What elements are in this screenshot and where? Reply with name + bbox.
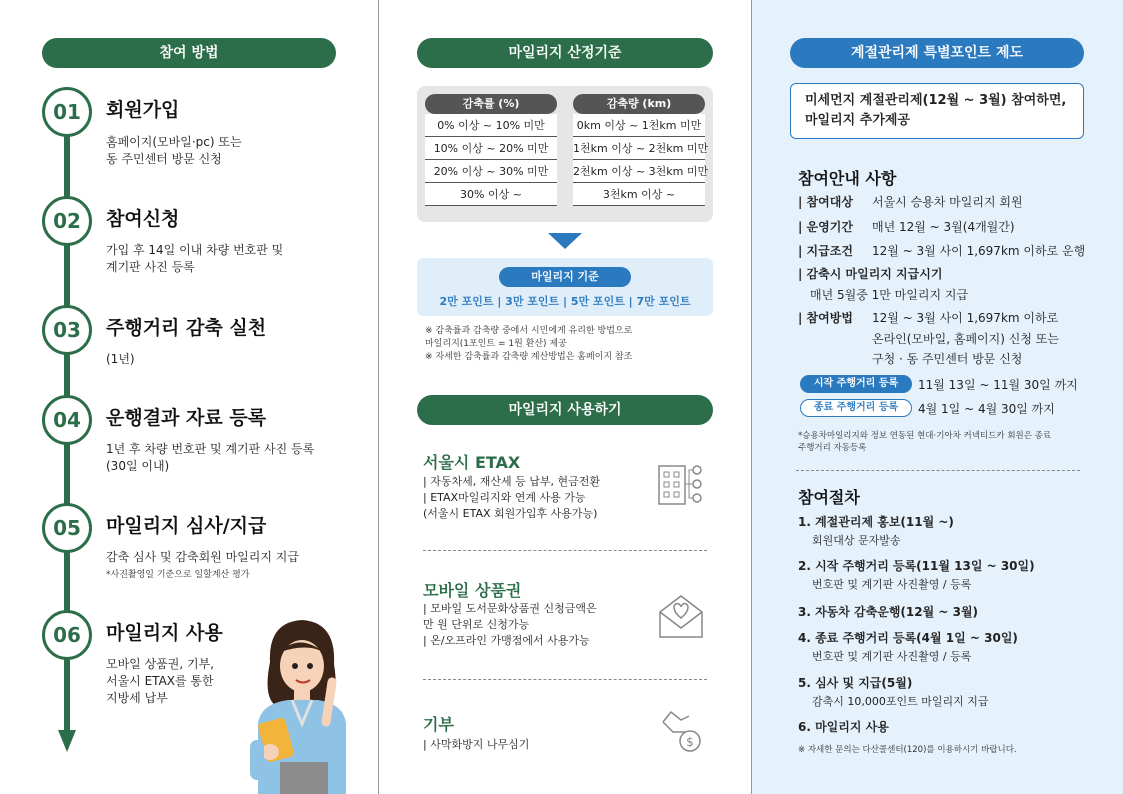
- timeline-arrow-icon: [58, 730, 76, 752]
- info-value: 매년 12월 ~ 3월(4개월간): [872, 220, 1015, 234]
- use-desc-mobile-voucher: | 모바일 도서문화상품권 신청금액은 만 원 단위로 신청가능 | 온/오프라인 가맹점에서 사용가능: [423, 602, 597, 647]
- table-cell: 0% 이상 ~ 10% 미만: [425, 114, 557, 137]
- info-key: | 참여대상: [798, 195, 853, 209]
- step-number: 02: [42, 196, 92, 246]
- reduction-amount-table: [573, 94, 709, 206]
- start-registration-date: 11월 13일 ~ 11월 30일 까지: [918, 378, 1078, 392]
- basis-label: 마일리지 기준: [499, 267, 631, 287]
- mileage-criteria-header: 마일리지 산정기준: [417, 38, 713, 68]
- use-title-etax: 서울시 ETAX: [423, 453, 521, 472]
- table-cell: 10% 이상 ~ 20% 미만: [425, 137, 557, 160]
- step-number: 06: [42, 610, 92, 660]
- step-title: 참여신청: [106, 208, 180, 230]
- mileage-basis-box: [417, 258, 713, 316]
- procedure-heading: 6. 마일리지 사용: [798, 720, 889, 734]
- info-row-pay-time: [798, 263, 942, 285]
- procedure-heading: 4. 종료 주행거리 등록(4월 1일 ~ 30일): [798, 631, 1018, 645]
- procedure-step: [798, 557, 1035, 592]
- donation-coin-icon: [659, 706, 705, 756]
- info-key: | 지급조건: [798, 244, 853, 258]
- use-desc-donation: | 사막화방지 나무심기: [423, 738, 530, 751]
- step-title: 마일리지 사용: [106, 622, 223, 644]
- procedure-step: [798, 718, 889, 735]
- svg-text:$: $: [686, 735, 694, 749]
- step-title: 회원가입: [106, 99, 180, 121]
- table-cell: 0km 이상 ~ 1천km 미만: [573, 114, 705, 137]
- step-number: 01: [42, 87, 92, 137]
- reduction-rate-table: [425, 94, 557, 206]
- procedure-step: [798, 603, 978, 620]
- procedure-step: [798, 674, 989, 709]
- info-row-method: [798, 307, 853, 329]
- heart-envelope-icon: [657, 590, 705, 640]
- procedure-title: 참여절차: [798, 488, 860, 507]
- info-value: 온라인(모바일, 홈페이지) 신청 또는: [872, 332, 1059, 346]
- seasonal-panel: [752, 0, 1123, 794]
- step-title: 운행결과 자료 등록: [106, 407, 267, 429]
- use-title-mobile-voucher: 모바일 상품권: [423, 581, 522, 600]
- step-number: 04: [42, 395, 92, 445]
- info-key: | 참여방법: [798, 311, 853, 325]
- step-desc: 모바일 상품권, 기부, 서울시 ETAX를 통한 지방세 납부: [106, 657, 214, 705]
- step-number: 03: [42, 305, 92, 355]
- info-value: 구청 · 동 주민센터 방문 신청: [872, 352, 1023, 366]
- divider: [423, 679, 707, 680]
- step-title: 마일리지 심사/지급: [106, 515, 267, 537]
- procedure-heading: 5. 심사 및 지급(5월): [798, 676, 913, 690]
- info-value: 12월 ~ 3월 사이 1,697km 이하로: [872, 311, 1059, 325]
- table-cell: 20% 이상 ~ 30% 미만: [425, 160, 557, 183]
- table-cell: 3천km 이상 ~: [573, 183, 705, 206]
- procedure-heading: 3. 자동차 감축운행(12월 ~ 3월): [798, 605, 979, 619]
- connected-car-note: *승용차마일리지와 정보 연동된 현대·기아차 커넥티드카 회원은 종료 주행거리 자동등록: [798, 431, 1052, 453]
- procedure-sub: 회원대상 문자발송: [812, 534, 901, 547]
- building-network-icon: [655, 460, 705, 506]
- start-registration-tag: 시작 주행거리 등록: [800, 375, 912, 393]
- mileage-use-header: 마일리지 사용하기: [417, 395, 713, 425]
- down-arrow-icon: [548, 233, 582, 249]
- procedure-step: [798, 513, 954, 548]
- table-cell: 2천km 이상 ~ 3천km 미만: [573, 160, 705, 183]
- step-title: 주행거리 감축 실천: [106, 317, 267, 339]
- step-note: *사진촬영일 기준으로 일할계산 평가: [106, 570, 250, 580]
- criteria-tables: [417, 86, 713, 222]
- procedure-sub: 번호판 및 계기판 사진촬영 / 등록: [812, 650, 972, 663]
- woman-with-phone-illustration: [240, 612, 360, 794]
- info-key: | 감축시 마일리지 지급시기: [798, 267, 943, 281]
- step-desc: (1년): [106, 352, 135, 366]
- info-key: | 운영기간: [798, 220, 853, 234]
- procedure-heading: 2. 시작 주행거리 등록(11월 13일 ~ 30일): [798, 559, 1035, 573]
- step-desc: 가입 후 14일 이내 차량 번호판 및 계기판 사진 등록: [106, 243, 284, 274]
- use-desc-etax: | 자동차세, 재산세 등 납부, 현금전환 | ETAX마일리지와 연계 사용 가능 (서울시 ETAX 회원가입후 사용가능): [423, 475, 600, 520]
- info-row-pay-time-value: [810, 284, 968, 306]
- participation-header: 참여 방법: [42, 38, 336, 68]
- step-desc: 1년 후 차량 번호판 및 계기판 사진 등록 (30일 이내): [106, 442, 315, 473]
- info-title: 참여안내 사항: [798, 169, 897, 188]
- table-header: 감축률 (%): [425, 94, 557, 114]
- procedure-sub: 번호판 및 계기판 사진촬영 / 등록: [812, 578, 972, 591]
- seasonal-intro: 미세먼지 계절관리제(12월 ~ 3월) 참여하면, 마일리지 추가제공: [790, 83, 1084, 139]
- info-value: 서울시 승용차 마일리지 회원: [872, 195, 1023, 209]
- table-header: 감축량 (km): [573, 94, 705, 114]
- step-number: 05: [42, 503, 92, 553]
- info-row-target: [798, 191, 1023, 213]
- procedure-heading: 1. 계절관리제 홍보(11월 ~): [798, 515, 954, 529]
- table-cell: 30% 이상 ~: [425, 183, 557, 206]
- info-value: 매년 5월중 1만 마일리지 지급: [810, 288, 969, 302]
- participation-panel: [0, 0, 378, 794]
- basis-points: 2만 포인트 | 3만 포인트 | 5만 포인트 | 7만 포인트: [439, 295, 691, 308]
- table-cell: 1천km 이상 ~ 2천km 미만: [573, 137, 705, 160]
- divider: [796, 470, 1080, 471]
- step-desc: 감축 심사 및 감축회원 마일리지 지급: [106, 550, 299, 564]
- seasonal-header: 계절관리제 특별포인트 제도: [790, 38, 1084, 68]
- criteria-notes: ※ 감축률과 감축량 중에서 시민에게 유리한 방법으로 마일리지(1포인트 = 1원 환산) 제공 ※ 자세한 감축률과 감축량 계산방법은 홈페이지 참조: [425, 326, 633, 362]
- info-row-condition: [798, 240, 1086, 262]
- mileage-panel: [379, 0, 751, 794]
- info-row-period: [798, 216, 1015, 238]
- step-desc: 홈페이지(모바일·pc) 또는 동 주민센터 방문 신청: [106, 135, 242, 166]
- end-registration-tag: 종료 주행거리 등록: [800, 399, 912, 417]
- footer-note: ※ 자세한 문의는 다산콜센터(120)를 이용하시기 바랍니다.: [798, 745, 1017, 755]
- procedure-step: [798, 629, 1018, 664]
- procedure-sub: 감축시 10,000포인트 마일리지 지급: [812, 695, 989, 708]
- use-title-donation: 기부: [423, 715, 454, 734]
- end-registration-date: 4월 1일 ~ 4월 30일 까지: [918, 402, 1055, 416]
- divider: [423, 550, 707, 551]
- info-value: 12월 ~ 3월 사이 1,697km 이하로 운행: [872, 244, 1086, 258]
